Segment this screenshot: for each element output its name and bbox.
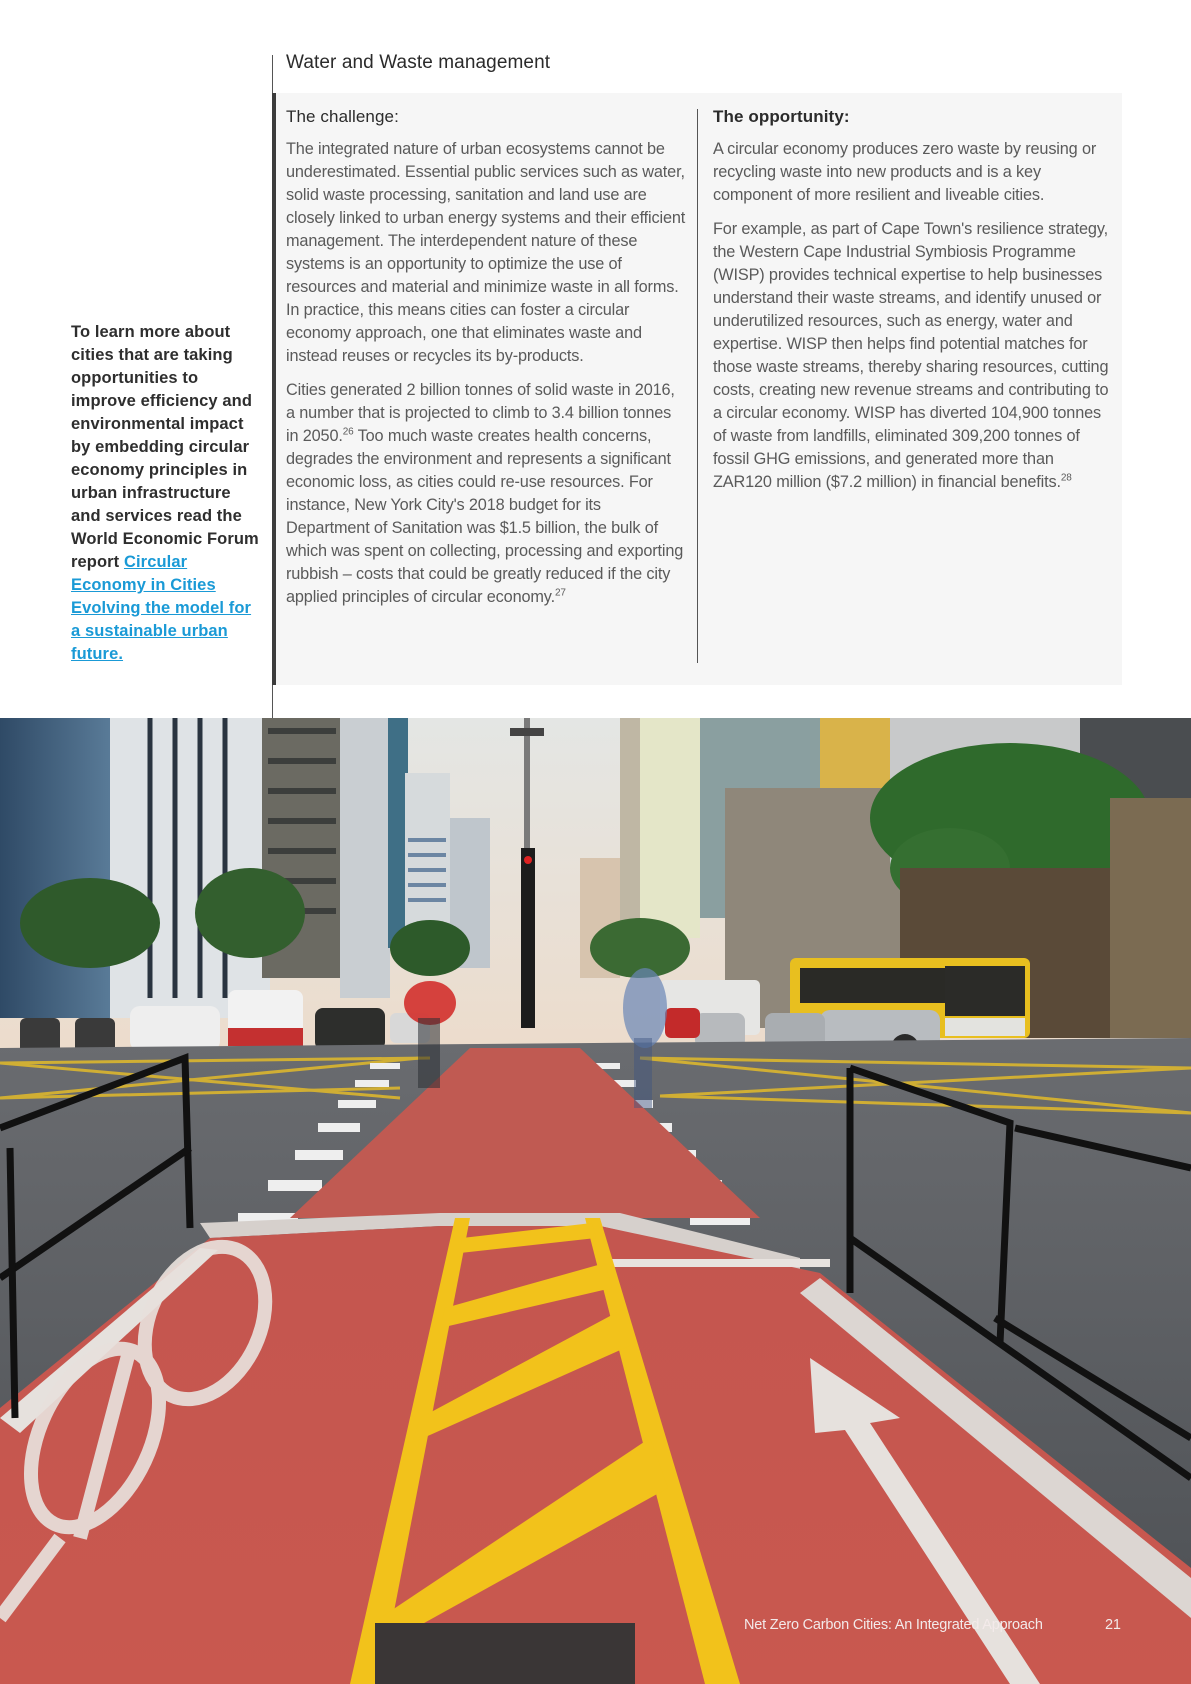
challenge-column [286,107,686,620]
opportunity-column [713,107,1113,505]
page-footer [744,1617,1121,1633]
challenge-heading: The challenge: [286,107,399,126]
challenge-opportunity-panel [272,93,1122,685]
challenge-paragraph-2 [286,379,686,609]
sidebar-note [71,321,261,666]
opportunity-paragraph-2 [713,218,1113,494]
opportunity-paragraph-2-text: For example, as part of Cape Town's resilience strategy, the Western Cape Industrial Symbiosis Programme (WISP) provides technical expertise to help businesses understand their waste streams, and identify unused or underutilized resources, such as energy, water and expertise. WISP then helps find potential matches for those waste streams, thereby sharing resources, cutting costs, creating new revenue streams and contributing to a circular economy. WISP has diverted 104,900 tonnes of waste from landfills, eliminated 309,200 tonnes of fossil GHG emissions, and generated more than ZAR120 million ($7.2 million) in financial benefits. [713,220,1109,491]
column-divider [697,109,698,663]
footnote-ref-28: 28 [1060,472,1072,484]
page-number: 21 [1105,1617,1121,1633]
street-photo [0,718,1191,1684]
section-title: Water and Waste management [286,52,551,73]
margin-rule-top [272,55,273,95]
sidebar-note-text: To learn more about cities that are taking opportunities to improve efficiency and environmental impact by embedding circular economy principles in urban infrastructure and services read the World Economic Forum report [71,323,259,571]
publication-title: Net Zero Carbon Cities: An Integrated Approach [744,1617,1043,1633]
footnote-ref-26: 26 [342,426,354,438]
challenge-paragraph-2-start: Cities generated 2 billion tonnes of solid waste in 2016, a number that is projected to climb to 3.4 billion tonnes in 2050. [286,381,675,445]
challenge-paragraph-2-cont: Too much waste creates health concerns, degrades the environment and represents a significant economic loss, as cities could re-use resources. For instance, New York City's 2018 budget for its Department of Sanitation was $1.5 billion, the bulk of which was spent on collecting, processing and exporting rubbish – costs that could be greatly reduced if the city applied principles of circular economy. [286,427,684,606]
report-link[interactable]: Circular Economy in Cities Evolving the model for a sustainable urban future. [71,553,252,663]
challenge-paragraph-1: The integrated nature of urban ecosystems cannot be underestimated. Essential public services such as water, solid waste processing, sanitation and land use are closely linked to urban energy systems and their efficient management. The interdependent nature of these systems is an opportunity to optimize the use of resources and material and minimize waste in all forms. In practice, this means cities can foster a circular economy approach, one that eliminates waste and instead reuses or recycles its by-products. [286,140,686,365]
margin-rule-bottom [272,685,273,719]
opportunity-paragraph-1: A circular economy produces zero waste by reusing or recycling waste into new products and is a key component of more resilient and liveable cities. [713,140,1097,204]
footnote-ref-27: 27 [554,587,566,599]
opportunity-heading: The opportunity: [713,107,850,126]
